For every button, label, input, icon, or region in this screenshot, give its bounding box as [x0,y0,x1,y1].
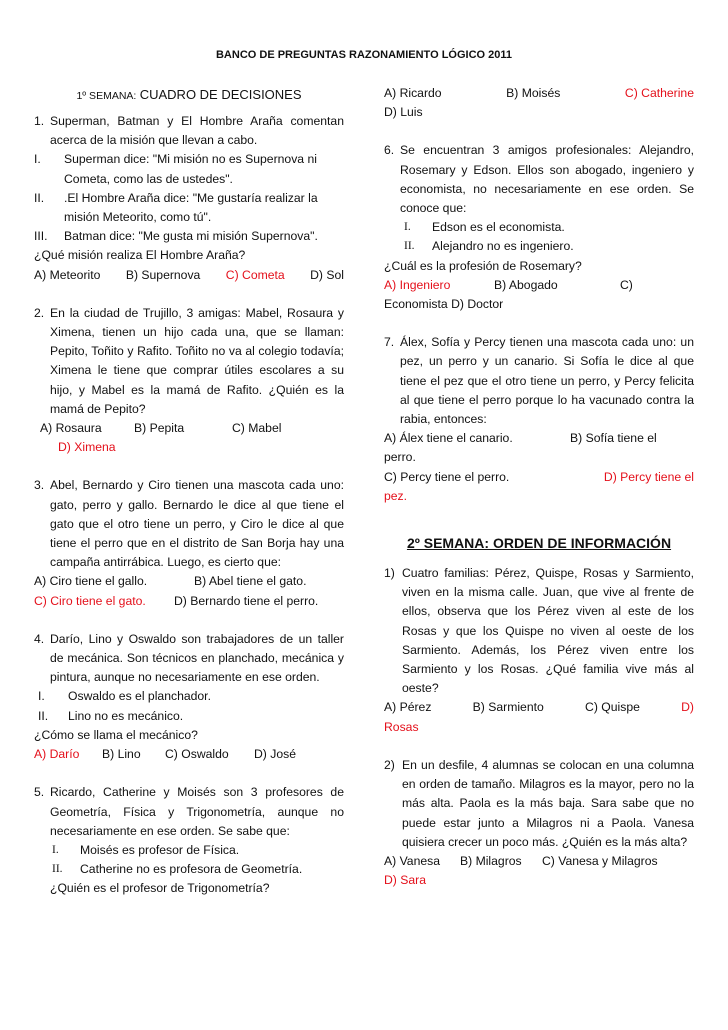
question-6 [384,141,694,314]
question-1 [34,112,344,285]
question-7-stem [384,333,694,429]
question-number: 4. [34,631,45,646]
question-3-stem [34,476,344,572]
condition-number: I. [52,843,59,856]
option-d: D) José [254,747,296,762]
option-d-correct: D) Percy tiene el [603,469,694,484]
option-c: C) [620,277,633,292]
answer-options [34,572,344,591]
option-d-correct: D) Sara [384,873,426,888]
option-b: B) Abogado [494,277,558,292]
question-4 [34,630,344,764]
condition [34,189,344,227]
answer-options-row2 [384,295,694,314]
answer-options-row3 [384,468,694,487]
condition [34,150,344,188]
question-prompt: ¿Cuál es la profesión de Rosemary? [384,258,582,273]
week2-question-1 [384,564,694,737]
condition-text: Lino no es mecánico. [68,708,184,723]
question-prompt: ¿Qué misión realiza El Hombre Araña? [34,248,246,263]
condition-number: II. [404,240,415,253]
question-text: En un desfile, 4 alumnas se colocan en una columna en orden de tamaño. Milagros es la mayor, pero no la más alta. Paola es la más baja. Sara sabe que no puede estar junto a Milagros ni a Paola. Vanesa quisiera crecer un poco más. ¿Quién es la más alta? [402,757,694,849]
option-b: B) Moisés [506,86,561,100]
condition-text: Alejandro no es ingeniero. [432,239,574,254]
option-b: B) Sofía tiene el [570,431,657,446]
option-c: C) Mabel [232,421,282,436]
condition [384,237,694,256]
option-b: B) Lino [102,747,141,762]
question-prompt: ¿Cómo se llama el mecánico? [34,727,198,742]
question-5-options [384,84,694,122]
question-text: Ricardo, Catherine y Moisés son 3 profesores de Geometría, Física y Trigonometría, aunque no necesariamente en ese orden. Se sabe que: [50,785,344,838]
question-number: 1. [34,114,45,128]
question-3 [34,476,344,610]
option-b: B) Supernova [125,267,201,282]
question-4-stem [34,630,344,688]
option-d: D) Luis [384,105,423,120]
page-title: BANCO DE PREGUNTAS RAZONAMIENTO LÓGICO 2011 [215,49,513,61]
answer-options [34,266,344,285]
condition [34,687,344,706]
option-a: A) Álex tiene el canario. [384,431,513,446]
option-a: A) Ciro tiene el gallo. [34,574,148,589]
question-number: 5. [34,785,45,800]
question-text: En la ciudad de Trujillo, 3 amigas: Mabel, Rosaura y Ximena, tienen un hijo cada una, que se llaman: Pepito, Toñito y Rafito. Toñito no va al colegio todavía; Ximena le tiene que comprar útiles escolares a su hijo, y Mabel es la mamá de Rafito. ¿Quién es la mamá de Pepito? [50,305,344,416]
week2-question-2-stem [384,756,694,852]
option-c-correct: C) Catherine [624,86,694,100]
condition [384,218,694,237]
week1-label: 1º SEMANA: [76,90,137,102]
condition-number: I. [34,152,41,167]
answer-options [384,276,694,295]
question-5 [34,783,344,898]
answer-options [34,745,344,764]
option-b: B) Sarmiento [472,700,544,715]
option-d: D) Bernardo tiene el perro. [174,593,319,608]
question-number: 2) [384,757,395,772]
question-text: Abel, Bernardo y Ciro tienen una mascota cada uno: gato, perro y gallo. Bernardo le dice al que tiene el gato que el otro tiene un perro, y Ciro le dice al que tiene el perro que en el distrito de San Borja hay una campaña antirrábica. Luego, es cierto que: [50,478,344,570]
answer-options [384,84,694,103]
option-d: D) Doctor [451,297,504,312]
option-a-correct: A) Darío [34,747,80,762]
question-6-stem [384,141,694,218]
option-a-correct: A) Ingeniero [384,277,451,292]
option-d-continued: pez. [384,488,408,503]
condition-number: III. [34,229,48,244]
week2-heading: 2º SEMANA: ORDEN DE INFORMACIÓN [406,535,672,552]
option-a: A) Pérez [384,700,432,715]
condition-number: I. [38,689,45,704]
condition [34,707,344,726]
option-a: A) Ricardo [384,86,442,100]
option-b: B) Milagros [460,853,522,868]
question-number: 1) [384,566,395,581]
answer-options [384,852,694,871]
option-b-continued: perro. [384,450,416,465]
condition-number: II. [38,708,49,723]
question-1-stem [34,112,344,150]
option-d-continued: Rosas [384,719,419,734]
question-prompt: ¿Quién es el profesor de Trigonometría? [50,881,270,896]
question-text: Álex, Sofía y Percy tienen una mascota cada uno: un pez, un perro y un canario. Si Sofía le dice al que tiene el pez que el otro tiene un perro, y Percy felicita al que tiene el perro porque lo ha vacunado contra la rabia, entonces: [400,335,694,427]
condition-text: .El Hombre Araña dice: "Me gustaría realizar la misión Meteorito, como tú". [64,190,318,225]
condition [34,860,344,879]
week1-name: CUADRO DE DECISIONES [139,87,302,102]
question-number: 7. [384,335,395,350]
condition [34,841,344,860]
option-a: A) Vanesa [384,853,441,868]
week2-section [384,532,694,890]
condition-text: Oswaldo es el planchador. [68,689,211,704]
option-d-correct: D) [681,700,694,715]
answer-options-row2 [34,438,344,457]
question-5-stem [34,783,344,841]
option-a: A) Meteorito [34,267,101,282]
option-c: C) Percy tiene el perro. [384,469,510,484]
question-2-stem [34,304,344,419]
condition-number: II. [52,863,63,876]
option-c: C) Quispe [585,700,640,715]
answer-options [34,419,344,438]
question-7 [384,333,694,506]
week2-question-1-stem [384,564,694,698]
question-text: Cuatro familias: Pérez, Quispe, Rosas y Sarmiento, viven en la misma calle. Juan, que vive al frente de ellos, observa que los Pérez viven al este de los Rosas y que los Quispe no viven al oeste de los Sarmiento. Además, los Pérez viven entre los Sarmiento y los Rosas. ¿Qué familia vive más al oeste? [402,566,694,696]
left-column [34,84,344,899]
option-c-correct: C) Ciro tiene el gato. [34,593,146,608]
option-c-correct: C) Cometa [225,267,285,282]
question-text: Darío, Lino y Oswaldo son trabajadores de un taller de mecánica. Son técnicos en planchado, mecánica y pintura, aunque no necesariamente en ese orden. [50,631,344,685]
question-2 [34,304,344,458]
option-d-correct: D) Ximena [58,440,116,455]
condition-text: Edson es el economista. [432,220,565,235]
option-b: B) Pepita [134,421,185,436]
condition-text: Batman dice: "Me gusta mi misión Supernova". [64,229,318,244]
option-c: C) Oswaldo [165,747,229,762]
condition-text: Superman dice: "Mi misión no es Supernova ni Cometa, como las de ustedes". [64,152,317,186]
question-number: 3. [34,478,45,493]
option-c-continued: Economista [384,297,448,312]
answer-options-row2 [34,592,344,611]
question-text: Superman, Batman y El Hombre Araña comentan acerca de la misión que llevan a cabo. [50,114,344,148]
condition-text: Catherine no es profesora de Geometría. [80,862,303,877]
right-column [384,84,694,890]
option-c: C) Vanesa y Milagros [542,853,658,868]
option-d: D) Sol [310,267,344,282]
answer-options [384,698,694,717]
condition-text: Moisés es profesor de Física. [80,842,240,857]
condition-number: I. [404,221,411,234]
answer-options [384,429,694,448]
condition-number: II. [34,190,45,205]
question-text: Se encuentran 3 amigos profesionales: Alejandro, Rosemary y Edson. Ellos son abogado, ingeniero y economista, no necesariamente en ese orden. Se conoce que: [400,143,694,216]
option-b: B) Abel tiene el gato. [194,574,307,589]
option-a: A) Rosaura [40,421,102,436]
condition [34,227,344,246]
week2-question-2 [384,756,694,890]
question-number: 6. [384,143,395,158]
week1-heading [34,84,344,106]
question-number: 2. [34,305,45,320]
